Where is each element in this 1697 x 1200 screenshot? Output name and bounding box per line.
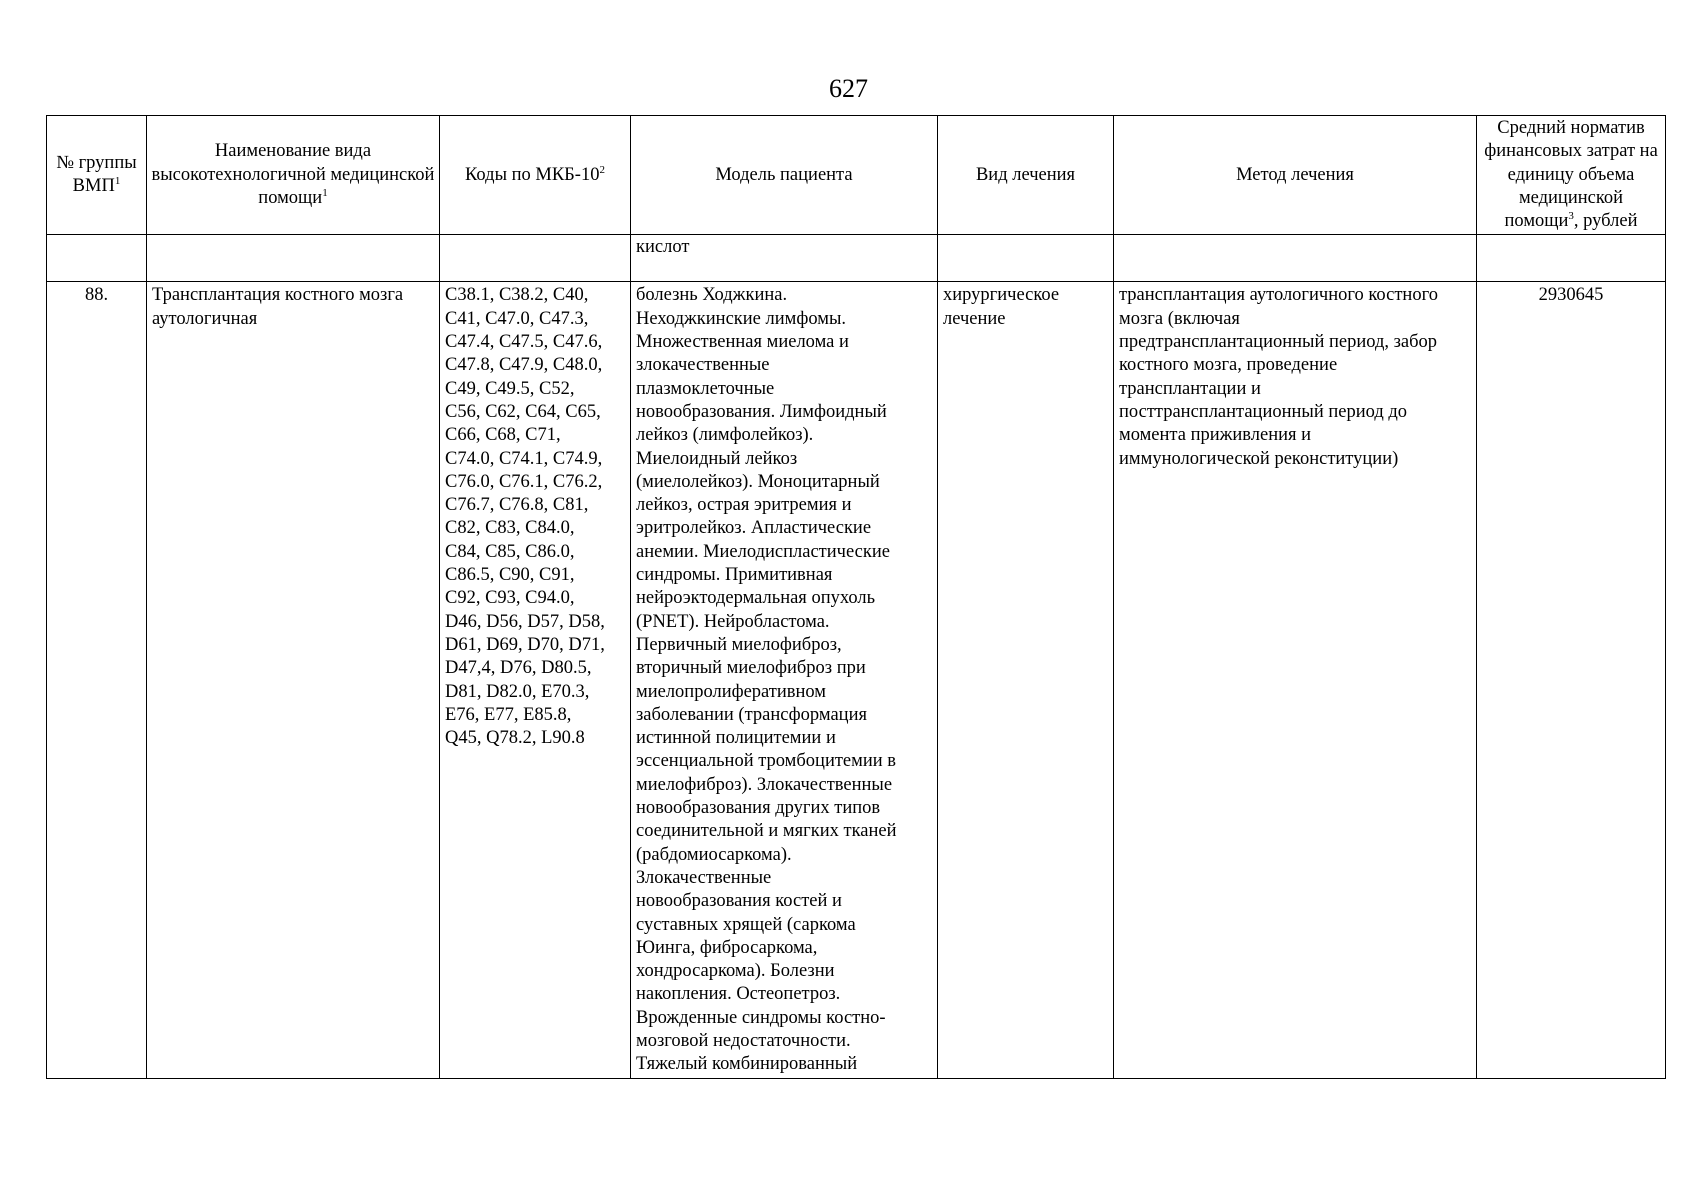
cell-text-line: (рабдомиосаркома).: [636, 844, 792, 865]
cell-text-line: анемии. Миелодиспластические: [636, 541, 890, 562]
cell-text-line: Тяжелый комбинированный: [636, 1054, 858, 1075]
cell-text-line: C76.7, C76.8, C81,: [445, 495, 589, 516]
cell-text-line: C66, C68, C71,: [445, 425, 561, 446]
vmp-table: [46, 115, 1666, 1079]
cell-text-line: C84, C85, C86.0,: [445, 541, 575, 562]
cell-text-line: C41, C47.0, C47.3,: [445, 308, 589, 329]
cell-text-line: синдромы. Примитивная: [636, 565, 833, 586]
cell-text-line: миелофиброз). Злокачественные: [636, 774, 893, 795]
cell-name: Трансплантация костного мозга аутологичная: [147, 282, 440, 1078]
cell-text-line: хондросаркома). Болезни: [636, 961, 835, 982]
cell-text-line: лечение: [943, 308, 1006, 329]
cell-text-line: Первичный миелофиброз,: [636, 634, 842, 655]
continuation-row: [47, 235, 1666, 282]
cell-text-line: момента приживления и: [1119, 425, 1312, 446]
cell-empty: [1114, 235, 1477, 282]
cell-text-line: вторичный миелофиброз при: [636, 658, 866, 679]
footnote-1-marker: 1: [114, 175, 121, 188]
cell-text-line: Миелоидный лейкоз: [636, 448, 798, 469]
header-codes: [440, 116, 631, 235]
cell-empty: [1477, 235, 1666, 282]
cell-text-line: C76.0, C76.1, C76.2,: [445, 471, 603, 492]
table-row: [47, 282, 1666, 1078]
cell-empty: [938, 235, 1114, 282]
cell-text-line: Множественная миелома и: [636, 332, 849, 353]
footnote-3-marker: 3: [1568, 210, 1574, 223]
cell-text-line: Q45, Q78.2, L90.8: [445, 728, 585, 749]
cell-text-line: заболевании (трансформация: [636, 704, 867, 725]
header-model: [631, 116, 938, 235]
cell-text-line: C86.5, C90, C91,: [445, 565, 575, 586]
header-model-text: Модель пациента: [715, 164, 853, 185]
footnote-1-marker: 1: [322, 186, 328, 199]
cell-text-line: злокачественные: [636, 355, 770, 376]
page-number: 627: [829, 74, 868, 103]
header-cost: [1477, 116, 1666, 235]
header-name: [147, 116, 440, 235]
cell-text-line: мозговой недостаточности.: [636, 1030, 851, 1051]
header-method-text: Метод лечения: [1236, 164, 1354, 185]
header-method: [1114, 116, 1477, 235]
cell-text-line: Врожденные синдромы костно-: [636, 1007, 886, 1028]
cell-text-line: E76, E77, E85.8,: [445, 704, 572, 725]
cell-text-line: C92, C93, C94.0,: [445, 588, 575, 609]
cell-method: [1114, 282, 1477, 1078]
header-group-no-text: № группы ВМП: [56, 152, 137, 197]
cell-text-line: новообразования. Лимфоидный: [636, 401, 887, 422]
cell-codes: [440, 282, 631, 1078]
header-treatment-type: [938, 116, 1114, 235]
cell-text-line: эссенциальной тромбоцитемии в: [636, 751, 897, 772]
cell-text-line: нейроэктодермальная опухоль: [636, 588, 876, 609]
cell-text-line: C47.4, C47.5, C47.6,: [445, 332, 603, 353]
cell-text-line: суставных хрящей (саркома: [636, 914, 856, 935]
cell-text-line: C56, C62, C64, C65,: [445, 401, 601, 422]
header-name-text: Наименование вида высокотехнологичной медицинской помощи: [151, 141, 435, 208]
cell-text-line: костного мозга, проведение: [1119, 355, 1338, 376]
cell-empty: [47, 235, 147, 282]
cell-text-line: C49, C49.5, C52,: [445, 378, 575, 399]
cell-text-line: D81, D82.0, E70.3,: [445, 681, 590, 702]
cell-text-line: трансплантации и: [1119, 378, 1261, 399]
header-group-no: [47, 116, 147, 235]
cell-model: [631, 282, 938, 1078]
cell-text-line: болезнь Ходжкина.: [636, 285, 788, 306]
cell-text-line: новообразования других типов: [636, 798, 881, 819]
header-cost-text: Средний норматив финансовых затрат на единицу объема медицинской помощи: [1484, 118, 1658, 232]
cell-text-line: D47,4, D76, D80.5,: [445, 658, 592, 679]
cell-text-line: посттрансплантационный период до: [1119, 401, 1408, 422]
cell-text-line: C74.0, C74.1, C74.9,: [445, 448, 603, 469]
header-cost-suffix: , рублей: [1573, 211, 1638, 232]
cell-text-line: лейкоз, острая эритремия и: [636, 495, 852, 516]
footnote-2-marker: 2: [599, 163, 605, 176]
cell-text-line: C82, C83, C84.0,: [445, 518, 575, 539]
cell-text-line: (миелолейкоз). Моноцитарный: [636, 471, 880, 492]
cell-text-line: новообразования костей и: [636, 891, 842, 912]
cell-text-line: эритролейкоз. Апластические: [636, 518, 872, 539]
cell-empty: [440, 235, 631, 282]
cell-text-line: C38.1, C38.2, C40,: [445, 285, 589, 306]
cell-text-line: D61, D69, D70, D71,: [445, 634, 605, 655]
cell-text-line: D46, D56, D57, D58,: [445, 611, 605, 632]
cell-text-line: миелопролиферативном: [636, 681, 826, 702]
cell-text-line: Неходжкинские лимфомы.: [636, 308, 846, 329]
cell-text-line: C47.8, C47.9, C48.0,: [445, 355, 603, 376]
cell-model-continuation: кислот: [631, 235, 938, 282]
cell-text-line: предтрансплантационный период, забор: [1119, 332, 1438, 353]
cell-text-line: истинной полицитемии и: [636, 728, 836, 749]
cell-text-line: хирургическое: [943, 285, 1060, 306]
table-header-row: [47, 116, 1666, 235]
header-codes-text: Коды по МКБ-10: [465, 164, 600, 185]
cell-group-no: 88.: [47, 282, 147, 1078]
cell-text-line: соединительной и мягких тканей: [636, 821, 897, 842]
cell-text-line: (PNET). Нейробластома.: [636, 611, 830, 632]
cell-text-line: иммунологической реконституции): [1119, 448, 1399, 469]
cell-empty: [147, 235, 440, 282]
cell-treatment-type: [938, 282, 1114, 1078]
header-treatment-type-text: Вид лечения: [975, 164, 1076, 185]
cell-text-line: мозга (включая: [1119, 308, 1240, 329]
cell-text-line: Злокачественные: [636, 867, 772, 888]
cell-cost: 2930645: [1477, 282, 1666, 1078]
cell-text-line: трансплантация аутологичного костного: [1119, 285, 1438, 306]
cell-text-line: накопления. Остеопетроз.: [636, 984, 841, 1005]
cell-text-line: плазмоклеточные: [636, 378, 775, 399]
cell-text-line: Юинга, фибросаркома,: [636, 937, 818, 958]
cell-text-line: лейкоз (лимфолейкоз).: [636, 425, 814, 446]
